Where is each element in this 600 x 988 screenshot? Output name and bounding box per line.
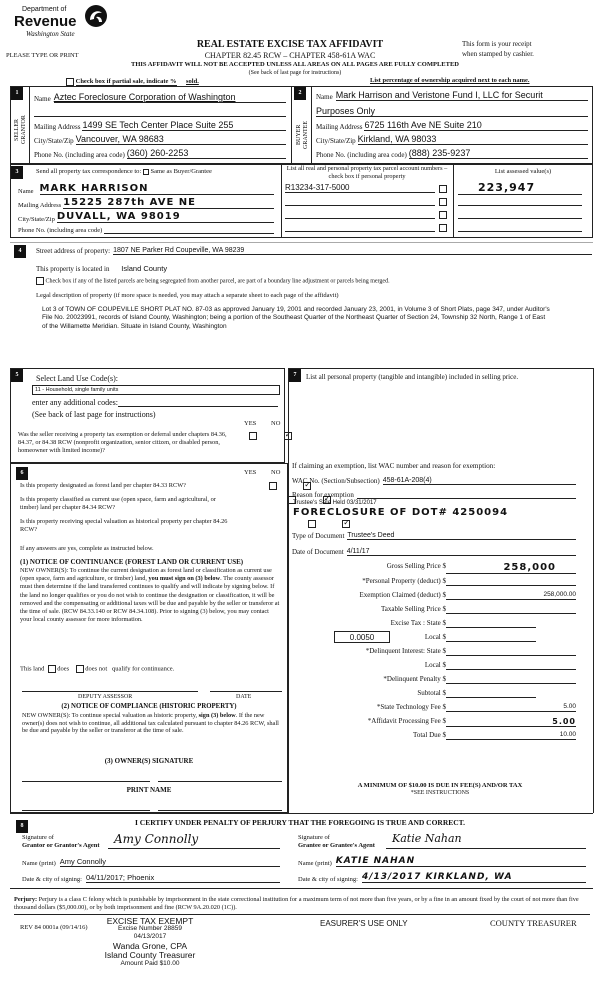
partial-sale-label: Check box if partial sale, indicate %: [75, 78, 177, 86]
buyer-name-row: Name Mark Harrison and Veristone Fund I, LLC for Securit: [316, 90, 588, 101]
grantor-signature: Amy Connolly: [114, 832, 199, 846]
owner-signature-line-2[interactable]: [158, 781, 282, 782]
current-use-question: Is this property classified as current use (open space, farm and agricultural, or timber) land per chapter 84.34 RCW?: [20, 496, 216, 511]
seller-phone-row: Phone No. (including area code) (360) 260-2253: [34, 148, 286, 159]
exemption-question: Was the seller receiving a property tax exemption or deferral under chapters 84.36, 84.37, or 84.38 RCW (nonprofit organization, senior citizen, or disabled person, homeowner with limited income)?: [18, 431, 227, 454]
grantor-name-row: Name (print) Amy Connolly: [22, 857, 280, 867]
exemption-claimed-field[interactable]: 258,000.00: [446, 591, 576, 600]
parcel-number-field[interactable]: R13234-317-5000: [285, 183, 435, 193]
section-8-number: 8: [16, 820, 28, 833]
section-4-number: 4: [14, 245, 26, 258]
personal-property-deduct-field[interactable]: [446, 577, 576, 586]
page-title: REAL ESTATE EXCISE TAX AFFIDAVIT: [196, 39, 384, 50]
see-instructions-note: *SEE INSTRUCTIONS: [410, 790, 470, 796]
assessed-value-field[interactable]: [458, 209, 582, 219]
parcel-number-field[interactable]: [285, 209, 435, 219]
legal-description-label: Legal description of property (if more space is needed, you may attach a separate sheet to each page of the affidavit): [36, 292, 339, 299]
located-in-row: This property is located in Island County: [36, 264, 168, 273]
assessed-header: List assessed value(s): [494, 168, 552, 175]
does-not-qualify-checkbox[interactable]: [76, 665, 84, 673]
delinquent-interest-state-field[interactable]: [446, 647, 576, 656]
affidavit-processing-fee-field[interactable]: 5.00: [446, 717, 576, 727]
print-name-line-1[interactable]: [22, 810, 150, 811]
legal-description-field[interactable]: Lot 3 of TOWN OF COUPEVILLE SHORT PLAT NO. 87-03 as approved January 19, 2001 and recorded January 23, 2001, in Volume 3 of Short Plats, page 347, under Auditor's File No. 20023991, records of Island County, Washington; being a portion of the Southeast Quarter of the Northeast Quarter of Section 24, Township 32 North, Range 1 of East of the Willamette Meridian. Situate in Island County, Washington: [42, 306, 550, 330]
deputy-assessor-line[interactable]: [22, 691, 198, 692]
buyer-name-line2[interactable]: Purposes Only: [316, 106, 588, 117]
grantee-name-field[interactable]: KATIE NAHAN: [336, 856, 586, 867]
reason-line-2[interactable]: FORECLOSURE OF DOT# 4250094: [293, 507, 509, 518]
parcel-number-field[interactable]: [285, 222, 435, 232]
doc-type-field[interactable]: Trustee's Deed: [347, 532, 576, 540]
county-treasurer-label: COUNTY TREASURER: [490, 918, 577, 928]
yes-header-6: YES: [244, 469, 257, 476]
notice-compliance-text: NEW OWNER(S): To continue special valuation as historic property, sign (3) below. If the new owner(s) does not wish to continue, all additional tax calculated pursuant to chapter 84.26 RCW, shall be due and payable by the seller or transferor at the time of sale.: [22, 712, 279, 735]
buyer-mailing-row: Mailing Address 6725 116th Ave NE Suite 210: [316, 120, 588, 131]
dor-logo: [14, 4, 104, 40]
seller-grantor-label: SELLER GRANTOR: [14, 115, 27, 145]
perjury-notice: Perjury: Perjury is a class C felony which is punishable by imprisonment in the state correctional institution for a maximum term of not more than five years, or by a fine in an amount fixed by the court of not more than five thousand dollars ($5,000.00), or by both imprisonment and fine (RCW 9A.20.020 (1C)).: [14, 896, 579, 911]
wac-row: WAC No. (Section/Subsection) 458-61A-208(4): [292, 477, 576, 485]
no-header-5: NO: [271, 420, 281, 427]
chapter-line: CHAPTER 82.45 RCW – CHAPTER 458-61A WAC: [204, 51, 376, 60]
notice-compliance-title: (2) NOTICE OF COMPLIANCE (HISTORIC PROPERTY): [61, 703, 237, 710]
print-name-line-2[interactable]: [158, 810, 282, 811]
subtotal-field[interactable]: [446, 689, 536, 698]
receipt-note-2: when stamped by cashier.: [462, 50, 534, 58]
assessed-value-field[interactable]: [458, 222, 582, 232]
grantee-date-row: Date & city of signing: 4/13/2017 KIRKLAND, WA: [298, 872, 586, 883]
assessed-value-field[interactable]: 223,947: [458, 181, 582, 195]
historical-no-checkbox[interactable]: [342, 520, 350, 528]
excise-state-field[interactable]: [446, 619, 536, 628]
grantee-signature-label: Signature of Grantee or Grantee's Agent: [298, 834, 375, 849]
historical-question: Is this property receiving special valuation as historical property per chapter 84.26 RCW?: [20, 518, 228, 533]
stamp-amount: Amount Paid $10.00: [120, 960, 180, 967]
street-address-field[interactable]: 1807 NE Parker Rd Coupeville, WA 98239: [113, 247, 592, 255]
receipt-note-1: This form is your receipt: [462, 40, 532, 48]
print-name-label: PRINT NAME: [126, 786, 172, 794]
personal-property-field[interactable]: [296, 396, 586, 446]
section-3-number: 3: [11, 166, 23, 179]
partial-sale-sold: sold.: [186, 78, 199, 85]
correspondence-phone-row: Phone No. (including area code): [18, 226, 274, 234]
notice-continuance-text: NEW OWNER(S): To continue the current designation as forest land or classification as current use (open space, farm and agriculture, or timber) land, you must sign on (3) below. The county assessor must then determine if the land transferred continues to qualify and will indicate by signing below. If the land no longer qualifies or you do not wish to continue the designation or classification, it will be removed and the compensating or additional taxes will be due and payable by the seller or transferor at the time of sale. (RCW 84.33.140 or RCW 84.34.108). Prior to signing (3) below, you may contact your local county assessor for more information.: [20, 567, 280, 624]
buyer-city-row: City/State/Zip Kirkland, WA 98033: [316, 134, 588, 145]
delinquent-interest-local-field[interactable]: [446, 661, 576, 670]
correspondence-phone-field[interactable]: [104, 226, 274, 234]
exemption-intro: If claiming an exemption, list WAC number and reason for exemption:: [292, 462, 496, 470]
assessor-date-label: DATE: [236, 694, 252, 700]
section-7-number: 7: [289, 369, 301, 382]
seller-phone-field[interactable]: (360) 260-2253: [127, 148, 286, 159]
grantor-date-field[interactable]: 04/11/2017; Phoenix: [86, 873, 280, 883]
personal-property-label: List all personal property (tangible and intangible) included in selling price.: [306, 373, 519, 381]
exemption-yes-checkbox[interactable]: [249, 432, 257, 440]
parcel-row: [285, 209, 450, 221]
county-field[interactable]: Island County: [121, 264, 168, 273]
doc-date-row: Date of Document 4/11/17: [292, 548, 576, 556]
grantor-signature-field[interactable]: [108, 832, 280, 849]
forest-question: Is this property designated as forest land per chapter 84.33 RCW?: [20, 482, 186, 489]
excise-local-field[interactable]: [446, 633, 536, 642]
personal-property-checkbox[interactable]: [439, 211, 447, 219]
doc-type-row: Type of Document Trustee's Deed: [292, 532, 576, 540]
personal-property-checkbox[interactable]: [439, 185, 447, 193]
buyer-phone-field[interactable]: (888) 235-9237: [409, 148, 588, 159]
grantee-name-row: Name (print) KATIE NAHAN: [298, 856, 586, 867]
correspondence-mailing-field[interactable]: 15225 287th AVE NE: [63, 197, 274, 209]
seller-city-row: City/State/Zip Vancouver, WA 98683: [34, 134, 286, 145]
logo-line3: Washington State: [26, 30, 75, 38]
see-back-5: (See back of last page for instructions): [32, 410, 156, 419]
parcel-number-field[interactable]: [285, 196, 435, 206]
doc-date-field[interactable]: 4/11/17: [347, 548, 576, 556]
grantee-date-field[interactable]: 4/13/2017 KIRKLAND, WA: [362, 872, 586, 883]
segregated-checkbox[interactable]: [36, 277, 44, 285]
send-correspondence-row: Send all property tax correspondence to: Same as Buyer/Grantee: [36, 168, 212, 175]
seller-name-row: Name Aztec Foreclosure Corporation of Washington: [34, 92, 286, 103]
grantee-signature-field[interactable]: [386, 832, 586, 849]
grantor-date-row: Date & city of signing: 04/11/2017; Phoenix: [22, 873, 280, 883]
segregated-row: Check box if any of the listed parcels are being segregated from another parcel, are part of a boundary line adjustment or parcels being merged.: [36, 277, 390, 285]
seller-name-field[interactable]: Aztec Foreclosure Corporation of Washington: [54, 92, 286, 103]
land-use-label: Select Land Use Code(s):: [36, 374, 118, 383]
stamp-date: 04/13/2017: [133, 933, 167, 940]
delinquent-penalty-field[interactable]: [446, 675, 576, 684]
local-rate-box: 0.0050: [334, 631, 390, 643]
deputy-assessor-label: DEPUTY ASSESSOR: [78, 694, 133, 700]
additional-codes-field[interactable]: [118, 398, 278, 407]
street-address-row: Street address of property: 1807 NE Parker Rd Coupeville, WA 98239: [36, 247, 592, 255]
stamp-name: Wanda Grone, CPA: [112, 941, 188, 951]
assessed-value-field[interactable]: [458, 196, 582, 206]
form-number: REV 84 0001a (09/14/16): [20, 924, 88, 931]
reason-row: Reason for exemption: [292, 491, 576, 499]
grantor-name-field[interactable]: Amy Connolly: [60, 857, 280, 867]
buyer-city-field[interactable]: Kirkland, WA 98033: [358, 134, 588, 145]
parcel-header: List all real and personal property tax parcel account numbers – check box if personal property: [286, 165, 448, 180]
parcel-row: [285, 183, 450, 195]
does-qualify-checkbox[interactable]: [48, 665, 56, 673]
buyer-grantee-label: BUYER GRANTEE: [296, 121, 309, 149]
this-land-row: This land does does not qualify for continuance.: [20, 665, 175, 673]
warning-line: THIS AFFIDAVIT WILL NOT BE ACCEPTED UNLESS ALL AREAS ON ALL PAGES ARE FULLY COMPLETED: [131, 61, 459, 68]
logo-line1: Department of: [22, 6, 67, 13]
stamp-title: EXCISE TAX EXEMPT: [106, 916, 194, 926]
parcel-row: [285, 222, 450, 234]
partial-sale-checkbox[interactable]: [66, 78, 74, 86]
personal-property-checkbox[interactable]: [439, 198, 447, 206]
correspondence-name-row: Name MARK HARRISON: [18, 183, 274, 195]
buyer-phone-row: Phone No. (including area code) (888) 235-9237: [316, 148, 588, 159]
ownership-note: List percentage of ownership acquired next to each name.: [370, 77, 530, 84]
buyer-mailing-field[interactable]: 6725 116th Ave NE Suite 210: [364, 120, 588, 131]
yes-header-5: YES: [244, 420, 257, 427]
section-1-number: 1: [11, 87, 23, 100]
treasurer-use-only: EASURER'S USE ONLY: [320, 919, 408, 928]
state-technology-fee-field[interactable]: 5.00: [446, 703, 576, 712]
owner-signature-line-1[interactable]: [22, 781, 150, 782]
land-use-select[interactable]: 11 - Household, single family units: [32, 385, 280, 395]
correspondence-city-row: City/State/Zip DUVALL, WA 98019: [18, 211, 274, 223]
buyer-name-field[interactable]: Mark Harrison and Veristone Fund I, LLC for Securit: [336, 90, 588, 101]
grantor-signature-label: Signature of Grantor or Grantor's Agent: [22, 834, 100, 849]
seller-city-field[interactable]: Vancouver, WA 98683: [76, 134, 286, 145]
seller-name-line2[interactable]: [34, 116, 286, 117]
section-6-number: 6: [16, 467, 28, 480]
excise-exempt-stamp: [95, 917, 205, 968]
gross-selling-price-field[interactable]: 258,000: [446, 562, 576, 574]
owner-signature-label: (3) OWNER(S) SIGNATURE: [104, 757, 194, 765]
stamp-excise-number: Excise Number 28859: [118, 925, 182, 932]
forest-yes-checkbox[interactable]: [269, 482, 277, 490]
correspondence-city-field[interactable]: DUVALL, WA 98019: [57, 211, 274, 223]
assessor-date-line[interactable]: [210, 691, 282, 692]
if-yes-note: If any answers are yes, complete as instructed below.: [20, 545, 154, 552]
minimum-due-note: A MINIMUM OF $10.00 IS DUE IN FEE(S) AND/OR TAX: [357, 782, 523, 789]
taxable-selling-price-field[interactable]: [446, 605, 576, 614]
additional-codes-row: enter any additional codes:: [32, 398, 278, 407]
section-5-number: 5: [11, 369, 23, 382]
section-2-number: 2: [294, 87, 306, 100]
seller-mailing-row: Mailing Address 1499 SE Tech Center Place Suite 255: [34, 120, 286, 131]
dor-swirl-icon: [84, 4, 108, 28]
certify-statement: I CERTIFY UNDER PENALTY OF PERJURY THAT THE FOREGOING IS TRUE AND CORRECT.: [134, 818, 465, 827]
seller-mailing-field[interactable]: 1499 SE Tech Center Place Suite 255: [82, 120, 286, 131]
logo-line2: Revenue: [14, 13, 77, 30]
historical-yes-checkbox[interactable]: [308, 520, 316, 528]
correspondence-mailing-row: Mailing Address 15225 287th AVE NE: [18, 197, 274, 209]
notice-continuance-title: (1) NOTICE OF CONTINUANCE (FOREST LAND OR CURRENT USE): [20, 558, 244, 566]
stamp-office: Island County Treasurer: [104, 950, 196, 960]
parcel-row: [285, 196, 450, 208]
correspondence-name-field[interactable]: MARK HARRISON: [40, 183, 274, 195]
personal-property-checkbox[interactable]: [439, 224, 447, 232]
reason-line-1[interactable]: Trustee's Sale Held 03/31/2017: [293, 500, 377, 506]
no-header-6: NO: [271, 469, 281, 476]
wac-field[interactable]: 458-61A-208(4): [383, 477, 576, 485]
total-due-field[interactable]: 10.00: [446, 731, 576, 740]
see-back-line: (See back of last page for instructions): [248, 70, 342, 76]
same-as-buyer-checkbox[interactable]: [143, 169, 149, 175]
please-type: PLEASE TYPE OR PRINT: [6, 52, 79, 59]
partial-sale-row: [66, 78, 177, 86]
grantee-signature: Katie Nahan: [392, 832, 462, 845]
